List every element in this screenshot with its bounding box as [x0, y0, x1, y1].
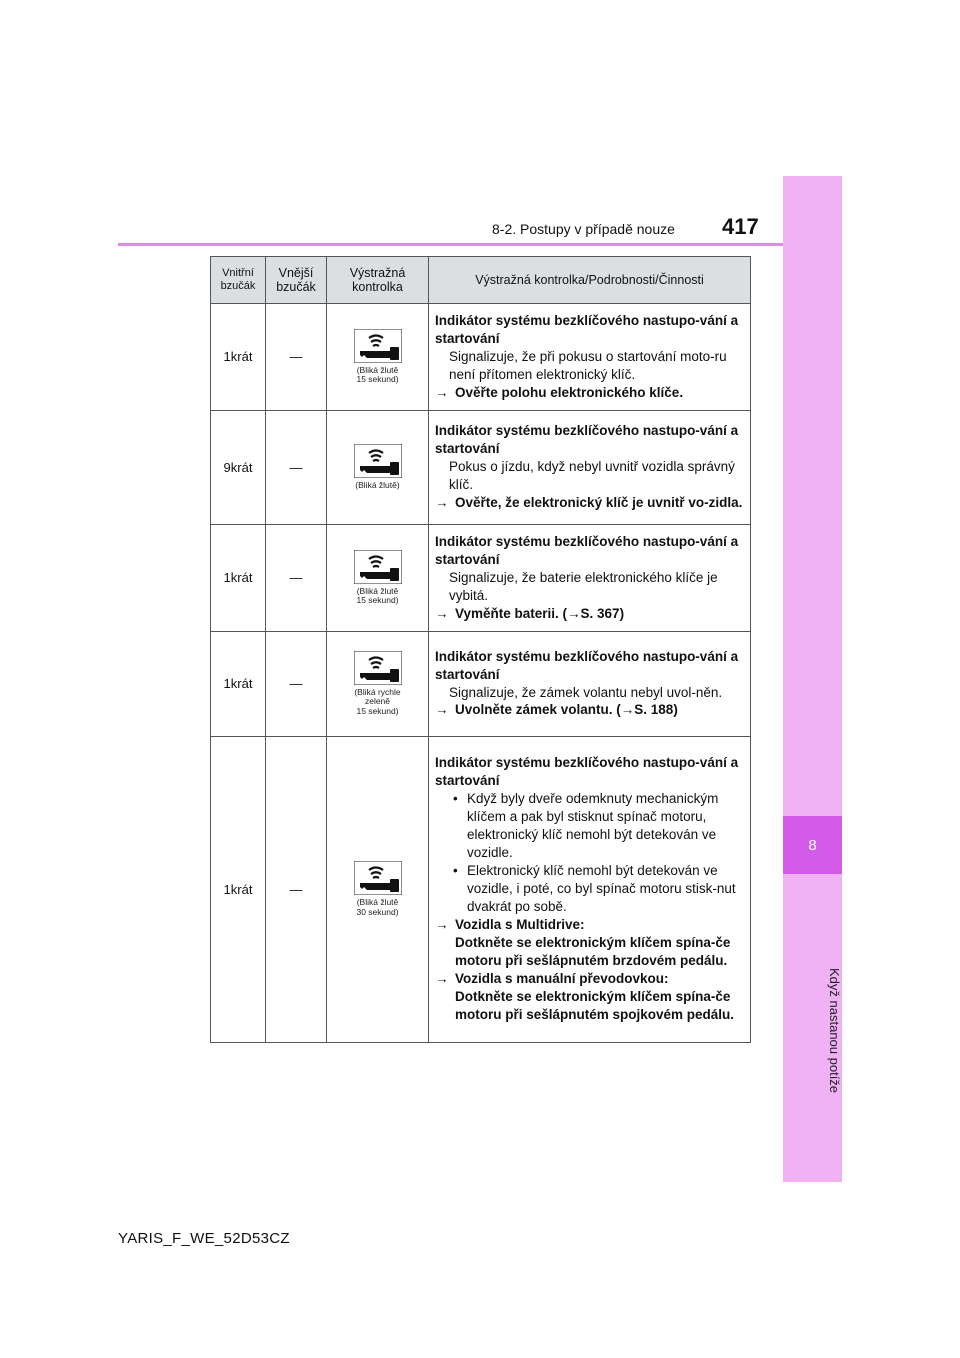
action-heading: Vozidla s Multidrive: [455, 916, 585, 932]
header-inner-buzzer: Vnitřní bzučák [211, 257, 266, 304]
lamp-caption: (Bliká rychle zeleně 15 sekund) [354, 687, 401, 716]
page-number: 417 [722, 214, 759, 239]
header-warning-lamp: Výstražná kontrolka [327, 257, 429, 304]
arrow-right-icon: → [435, 970, 449, 986]
smart-key-warning-icon [354, 861, 402, 895]
header-outer-buzzer: Vnější bzučák [266, 257, 327, 304]
arrow-right-icon: → [435, 605, 449, 621]
action-item [435, 384, 746, 402]
action-item [435, 916, 746, 934]
action-item [435, 970, 746, 988]
section-title: 8-2. Postupy v případě nouze [492, 221, 675, 237]
action-text: Vyměňte baterii. (→S. 367) [455, 605, 625, 621]
table-row [211, 631, 751, 736]
table-row [211, 410, 751, 524]
outer-buzzer-cell: — [266, 304, 327, 411]
inner-buzzer-cell: 1krát [211, 736, 266, 1042]
lamp-cell [327, 736, 429, 1042]
header-details: Výstražná kontrolka/Podrobnosti/Činnosti [429, 257, 751, 304]
lamp-caption: (Bliká žlutě 15 sekund) [356, 365, 399, 385]
details-cell [429, 304, 751, 411]
table-header-row [211, 257, 751, 304]
lamp-caption: (Bliká žlutě 30 sekund) [356, 897, 399, 917]
indicator-title: Indikátor systému bezklíčového nastupo-vání a startování [435, 648, 739, 682]
smart-key-warning-icon [354, 329, 402, 363]
details-cell [429, 410, 751, 524]
chapter-number: 8 [783, 816, 842, 874]
warning-table [210, 256, 751, 1043]
smart-key-warning-icon [354, 444, 402, 478]
indicator-description: Signalizuje, že zámek volantu nebyl uvol-něn. [449, 684, 723, 700]
bullet-item: • Elektronický klíč nemohl být detekován ve vozidle, i poté, co byl spínač motoru stisk-nut dvakrát po sobě. [435, 862, 746, 916]
smart-key-warning-icon [354, 550, 402, 584]
indicator-description: Pokus o jízdu, když nebyl uvnitř vozidla správný klíč. [449, 459, 735, 493]
action-text: Dotkněte se elektronickým klíčem spína-če motoru při sešlápnutém brzdovém pedálu. [455, 934, 731, 968]
lamp-cell [327, 304, 429, 411]
inner-buzzer-cell: 9krát [211, 410, 266, 524]
action-text: Uvolněte zámek volantu. (→S. 188) [455, 702, 678, 718]
action-text: Ověřte, že elektronický klíč je uvnitř vo-zidla. [455, 495, 743, 511]
lamp-caption: (Bliká žlutě) [355, 480, 400, 491]
lamp-cell [327, 410, 429, 524]
action-heading: Vozidla s manuální převodovkou: [455, 970, 669, 986]
bullet-item: • Když byly dveře odemknuty mechanickým klíčem a pak byl stisknut spínač motoru, elektronický klíč nemohl být detekován ve vozidle. [435, 790, 746, 862]
details-cell [429, 736, 751, 1042]
indicator-title: Indikátor systému bezklíčového nastupo-vání a startování [435, 423, 739, 457]
arrow-right-icon: → [435, 702, 449, 718]
arrow-right-icon: → [435, 916, 449, 932]
action-item [435, 494, 746, 512]
details-cell [429, 524, 751, 631]
chapter-label: Když nastanou potíže [827, 968, 842, 1094]
lamp-cell [327, 524, 429, 631]
outer-buzzer-cell: — [266, 410, 327, 524]
details-cell [429, 631, 751, 736]
inner-buzzer-cell: 1krát [211, 631, 266, 736]
lamp-cell [327, 631, 429, 736]
table-row [211, 736, 751, 1042]
document-code: YARIS_F_WE_52D53CZ [118, 1230, 290, 1247]
outer-buzzer-cell: — [266, 524, 327, 631]
lamp-caption: (Bliká žlutě 15 sekund) [356, 585, 399, 606]
table-row [211, 524, 751, 631]
header-rule [118, 243, 783, 246]
chapter-side-tab [783, 176, 842, 1182]
outer-buzzer-cell: — [266, 736, 327, 1042]
indicator-description: Signalizuje, že při pokusu o startování moto-ru není přítomen elektronický klíč. [449, 348, 727, 382]
inner-buzzer-cell: 1krát [211, 304, 266, 411]
table-row [211, 304, 751, 411]
action-text: Dotkněte se elektronickým klíčem spína-če motoru při sešlápnutém spojkovém pedálu. [455, 988, 735, 1022]
indicator-title: Indikátor systému bezklíčového nastupo-vání a startování [435, 533, 739, 567]
outer-buzzer-cell: — [266, 631, 327, 736]
action-item [435, 701, 746, 719]
smart-key-warning-icon [354, 651, 402, 685]
indicator-description: Signalizuje, že baterie elektronického klíče je vybitá. [449, 569, 718, 603]
action-text: Ověřte polohu elektronického klíče. [455, 384, 684, 400]
indicator-title: Indikátor systému bezklíčového nastupo-vání a startování [435, 755, 739, 789]
arrow-right-icon: → [435, 384, 449, 400]
action-item [435, 605, 746, 623]
indicator-title: Indikátor systému bezklíčového nastupo-vání a startování [435, 313, 739, 346]
inner-buzzer-cell: 1krát [211, 524, 266, 631]
arrow-right-icon: → [435, 495, 449, 511]
